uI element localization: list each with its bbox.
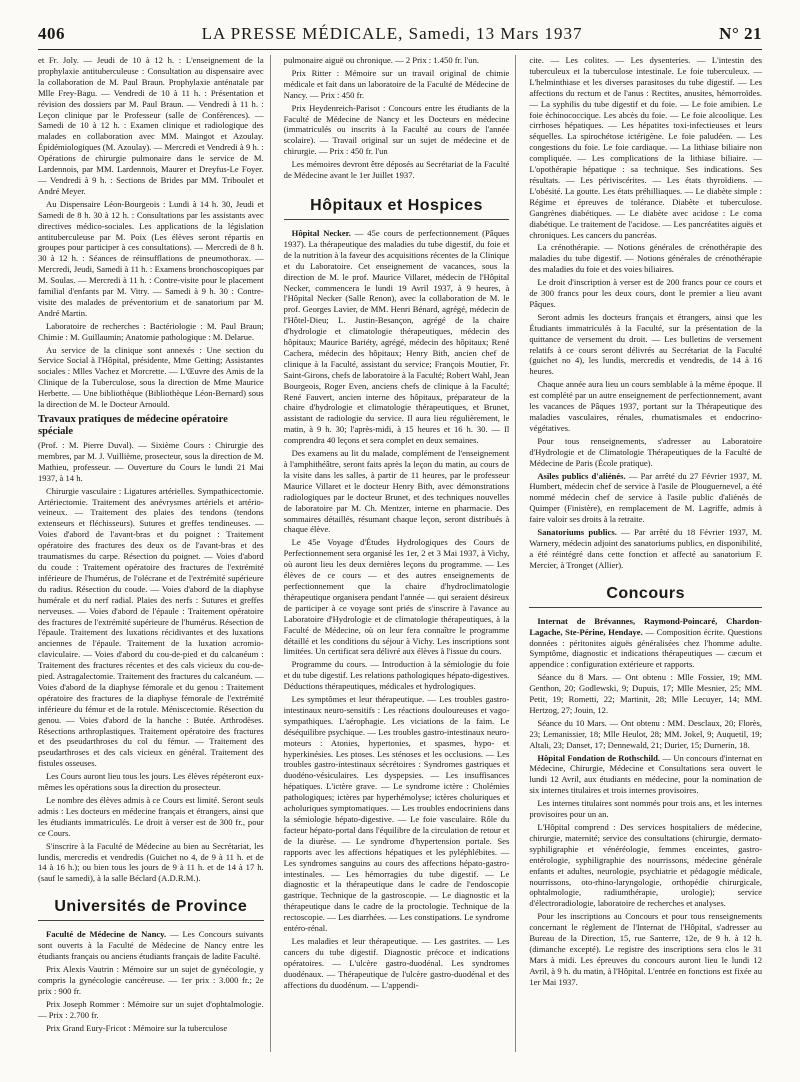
article-paragraph: Des examens au lit du malade, complément de l'enseignement à l'amphithéâtre, seront faits après la leçon du matin, au cours de la visite dans les salles, à partir de 11 heures, par le professeur Maurice Villaret et le docteur Henry Bith, avec démonstrations radiologiques par le docteur Brunet, et des techniques nouvelles de laboratoire par M. Ch. Mentzer, interne en pharmacie. Des sommaires détaillés, résumant chaque leçon, seront distribués à chaque élève. bbox=[283, 448, 510, 535]
article-paragraph: La crénothérapie. — Notions générales de crénothérapie des maladies du tube digestif. — Notions générales de crénothérapie des maladies du foie et des voies biliaires. bbox=[529, 242, 762, 275]
publication-title: LA PRESSE MÉDICALE, Samedi, 13 Mars 1937 bbox=[201, 24, 583, 43]
article-paragraph: Prix Grand Eury-Fricot : Mémoire sur la tuberculose bbox=[46, 1022, 228, 1033]
article-paragraph: cite. — Les colites. — Les dysenteries. — L'intestin des tuberculeux et la tuberculose intestinale. Le foie tuberculeux. — L'helminthiase et les diverses parasitoses du tube digestif. — Les affections du rectum et de l'anus : Rectites, anusites, hémorroïdes. — La syphilis du tube digestif et du foie. — Le foie amibien. Le foie échinococcique. Les abcès du foie. — Le foie alcoolique. Les cirrhoses hépatiques. — Les hépatites toxi-infectieuses et leurs séquelles. La spirochétose ictérigène. Le foie paludéen. — Les congestions du foie. Le foie cardiaque. — La lithiase biliaire non compliquée. — Les complications de la lithiase biliaire. — L'opothérapie hépatique : sa technique. Ses indications. Ses résultats. — Les périviscérites. — Les états thyroïdiens. — L'obésité. La goutte. Les états préhilliaques. — Le diabète simple : Régime et épreuves de tolérance. Diabète et tuberculose. Gangrènes diabétiques. — Le diabète avec acidose : Le coma diabétique. Le traitement de l'acidose. — Les pancréatites aiguës et chroniques. Les cancers du pancréas. bbox=[529, 55, 762, 240]
hopitaux-heading: Hôpitaux et Hospices bbox=[284, 197, 510, 220]
article-paragraph: Pour les inscriptions au Concours et pour tous renseignements concernant le règlement de l'Internat de l'Hôpital, s'adresser au Bureau de la Direction, 15, rue Santerre, 12e, de 9 h. à 12 h. (dimanche excepté). Le registre des inscriptions sera clos le 31 Mars à midi. Les épreuves du concours auront lieu le lundi 12 Avril, à 9 h. du matin, à l'Hôpital. L'entrée en fonctions est fixée au 1er Mai 1937. bbox=[529, 911, 762, 987]
sanatoriums-text: — Par arrêté du 18 Février 1937, M. Warnery, médecin adjoint des sanatoriums publics, en disponibilité, a été réintégré dans cette fonction et affecté au sanatorium F. Mercier, à Tronget (Allier). bbox=[529, 527, 762, 570]
article-paragraph: Prix Heydenreich-Parisot : Concours entre les étudiants de la Faculté de Médecine de Nancy et les Docteurs en médecine (immatriculés ou inscrits à la Faculté au cours de l'année scolaire). — Travail original sur un sujet de médecine et de chirurgie. — Prix : 450 fr. l'un bbox=[283, 102, 510, 157]
article-paragraph: L'Hôpital comprend : Des services hospitaliers de médecine, chirurgie, maternité; service des consultations (chirurgie, dermato-syphiligraphie et vénéréologie, femmes enceintes, gastro-entérologie, syphiligraphie des nourrissons, médecine générale enfants et adultes, neurologie, psychiatrie et pédagogie médicale, nourrissons, oto-rhino-laryngologie, orthopédie chirurgicale, ophtalmologie, radiumthérapie, urologie); service d'électroradiologie, laboratoire de recherches et analyses. bbox=[529, 822, 762, 909]
asiles-title: Asiles publics d'aliénés. bbox=[537, 470, 626, 481]
page-header bbox=[38, 24, 762, 50]
asiles-text: — Par arrêté du 27 Février 1937, M. Humbert, médecin chef de service à l'asile de Plouguernevel, a été nommé médecin chef de service à l'asile public d'aliénés de Quimper (Finistère), en remplacement de M. Lagriffe, admis à faire valoir ses droits à la retraite. bbox=[529, 470, 762, 525]
rothschild-title: Hôpital Fondation de Rothschild. bbox=[537, 752, 661, 763]
nancy-title: Faculté de Médecine de Nancy. bbox=[46, 929, 167, 940]
nancy-text: — Les Concours suivants sont ouverts à la Faculté de Médecine de Nancy entre les étudiants français ou anciens étudiants français de ladite Faculté. bbox=[38, 929, 264, 962]
column-2 bbox=[284, 55, 517, 1052]
article-paragraph: Le nombre des élèves admis à ce Cours est limité. Seront seuls admis : Les docteurs en médecine français et étrangers, ainsi que les étudiants immatriculés. Le droit à verser est de 300 fr., pour ce Cours. bbox=[38, 795, 264, 838]
necker-text: — 45e cours de perfectionnement (Pâques 1937). La thérapeutique des maladies du tube digestif, du foie et de la nutrition à la faveur des acquisitions récentes de la Clinique et du Laboratoire. Cet enseignement de vacances, sous la direction de M. le prof. Maurice Villaret, médecin de l'Hôpital Necker, commencera le lundi 19 Avril 1937, à 9 heures, à l'Hôpital Necker (Salle Renon), avec la collaboration de M. le prof. Georges Lavier, de MM. Henri Bénard, agrégé, médecin de l'Hôtel-Dieu; L. Justin-Besançon, agrégé de la chaire d'hydrologie et climatologie thérapeutiques, médecin des hôpitaux; Maurice Bariéty, agrégé, médecin des hôpitaux; René Cachera, médecin des hôpitaux; Henry Bith, ancien chef de clinique à la Faculté, assistant du service; François Moutier, Fr. Saint-Girons, chefs de laboratoire à la Faculté; Robert Wahl, Jean Bourgeois, Roger Even, anciens chefs de clinique à la Faculté; René Fauvert, ancien interne des hôpitaux, préparateur de la chaire d'hydrologie et climatologie thérapeutiques, et Brunet, assistant de radiologie du service. Il aura lieu régulièrement, le matin, à 9 h. 30; l'après-midi, à 15 heures et 16 h. 30. — Il comprendra 40 leçons et sera complet en deux semaines. bbox=[283, 227, 510, 446]
travaux-pratiques-title: Travaux pratiques de médecine opératoire spéciale bbox=[38, 414, 228, 437]
article-paragraph: et Fr. Joly. — Jeudi de 10 à 12 h. : L'enseignement de la prophylaxie antituberculeuse : Consultation au dispensaire avec la collaboration de M. Paul Braun. Prophylaxie anténatale par Mlle Frey-Bagu. — Vendredi de 10 à 11 h. : Présentation et révision des dossiers par M. Paul Braun. — Vendredi à 11 h. : Leçon clinique par le Professeur (salle de Conférences). — Samedi de 10 à 12 h. : Examen clinique et radiologique des malades en collaboration avec MM. Maingot et Azoulay. Épidémiologiques (M. Azoulay). — Mercredi et Vendredi à 9 h. : Opérations de chirurgie pulmonaire dans le service de M. Lardennois, par MM. Lardennois, Maurer et Dreyfus-Le Foyer. — Vendredi à 9 h. : Sections de Brides par MM. Triboulet et André Meyer. bbox=[38, 55, 264, 196]
article-paragraph: Les internes titulaires sont nommés pour trois ans, et les internes provisoires pour un an. bbox=[529, 798, 762, 820]
article-paragraph: Prix Ritter : Mémoire sur un travail original de chimie médicale et fait dans un laboratoire de la Faculté de Médecine de Nancy. — Prix : 450 fr. bbox=[283, 67, 510, 100]
article-paragraph: Au Dispensaire Léon-Bourgeois : Lundi à 14 h. 30, Jeudi et Samedi de 8 h. 30 à 12 h. : Consultations par les assistants avec directives médico-sociales. Les applications de la législation antituberculeuse par M. Poix (Les élèves seront répartis en groupes pour participer à ces consultations). — Mercredi de 8 h. 30 à 12 h. : Séances de réinsufflations de pneumothorax. — Mercredi, Jeudi, Samedi à 11 h. : Examens bronchoscopiques par M. Soulas. — Mercredi à 11 h. : Contre-visite pour le placement familial d'enfants par M. Vitry. — Samedi à 9 h. 30 : Contre-visite des malades de préventorium et de sanatorium par M. André Martin. bbox=[38, 198, 264, 318]
internat-title: Internat de Brévannes, Raymond-Poincaré, Chardon-Lagache, Ste-Périne, Hendaye. bbox=[529, 615, 762, 637]
internat-text: — Composition écrite. Questions données : péritonites aiguës généralisées chez l'homme adulte. Symptôme, diagnostic et indications thérapeutiques — cæcum et appendice : configuration extérieure et rapports. bbox=[529, 626, 762, 670]
column-3 bbox=[529, 55, 762, 1052]
article-paragraph: Prix Alexis Vautrin : Mémoire sur un sujet de gynécologie, y compris la gynécologie cancéreuse. — 1er prix : 3.000 fr.; 2e prix : 900 fr. bbox=[38, 963, 264, 996]
article-paragraph: Les Cours auront lieu tous les jours. Les élèves répéteront eux-mêmes les opérations sous la direction du prosecteur. bbox=[38, 771, 264, 793]
article-paragraph: Programme du cours. — Introduction à la sémiologie du foie et du tube digestif. Les relations pathologiques hépato-digestives. Déductions thérapeutiques, médicales et hydrologiques. bbox=[283, 659, 510, 692]
universites-heading: Universités de Province bbox=[38, 898, 264, 921]
article-paragraph: Séance du 10 Mars. — Ont obtenu : MM. Desclaux, 20; Florès, 23; Lemanissier, 18; Mlle Heulot, 28; MM. Jokel, 9; Auquetil, 19; Altali, 23; Danset, 17; Dennewald, 21; Durier, 15; Durnerin, 18. bbox=[529, 717, 762, 750]
article-paragraph: (Prof. : M. Pierre Duval). — Sixième Cours : Chirurgie des membres, par M. J. Vuillième, prosecteur, sous la direction de M. Mathieu, professeur. — Ouverture du Cours le lundi 21 Mai 1937, à 14 h. bbox=[38, 440, 264, 483]
article-paragraph: Pour tous renseignements, s'adresser au Laboratoire d'Hydrologie et de Climatologie Thérapeutiques de la Faculté de Médecine de Paris (École pratique). bbox=[529, 435, 762, 468]
article-paragraph: Chirurgie vasculaire : Ligatures artérielles. Sympathicectomie. Artériectomie. Traitement des anévrysmes artériels et artério-veineux. — Traitement des plaies des tendons (tendons extenseurs et fléchisseurs). Sutures et greffes tendineuses. — Voies d'abord de l'avant-bras et du poignet : Traitement opératoire des fractures des deux os de l'avant-bras et des traumatismes du carpe. Résection du poignet. — Voies d'abord du coude : Traitement opératoire des fractures de l'extrémité inférieure de l'humérus, de l'olécrane et de l'extrémité supérieure du radius. Résection du coude. — Voies d'abord de la diaphyse humérale et du nerf radial. Plaies des nerfs : Sutures et greffes nerveuses. — Voies d'abord de l'épaule : Traitement opératoire des fractures de l'extrémité supérieure de l'humérus. Résection de l'épaule. Traitement des luxations récidivantes et des luxations anciennes de l'épaule. Traitement de la luxation acromio-claviculaire. — Voies d'abord du cou-de-pied et du calcanéum : Traitement des fractures récentes et des cals vicieux du cou-de-pied. Astragalectomie. Traitement des fractures du calcanéum. — Voies d'abord de la diaphyse fémorale et du genou : Traitement opératoire des fractures de la diaphyse fémorale de l'extrémité inférieure du fémur et de la rotule. Méniscectomie. Résection du genou. — Voies d'abord de la hanche : Butée. Arthrodèses. Résections arthroplastiques. Traitement opératoire des fractures et des pseudarthroses du col du fémur. — Traitement des pseudarthroses et des cals vicieux en général. Traitement des fistules osseuses. bbox=[38, 485, 264, 769]
article-paragraph: Le 45e Voyage d'Études Hydrologiques des Cours de Perfectionnement sera organisé les 1er, 2 et 3 Mai 1937, à Vichy, où auront lieu les deux dernières leçons du programme. — Les élèves de ce cours — et des autres enseignements de perfectionnement que la chaire d'hydroclimatologie thérapeutique organisera pendant l'année — qui seraient désireux de participer à ce voyage sont priés de s'inscrire à l'avance au Laboratoire d'Hydrologie et de climatologie thérapeutiques, à la Faculté de Médecine, où on leur fera connaître le programme détaillé et les conditions du séjour à Vichy. Les inscriptions sont limitées. Un certificat sera délivré aux élèves à l'issue du cours. bbox=[283, 537, 510, 657]
column-1 bbox=[38, 55, 271, 1052]
rothschild-text: — Un concours d'internat en Médecine, Chirurgie, Médecine et Consultations sera ouvert le lundi 12 Avril, aux étudiants en médecine, pour la nomination de six internes titulaires et trois internes provisoires. bbox=[529, 752, 762, 796]
article-paragraph: Prix Joseph Rommer : Mémoire sur un sujet d'ophtalmologie. — Prix : 2.700 fr. bbox=[38, 998, 264, 1020]
article-paragraph: Les maladies et leur thérapeutique. — Les gastrites. — Les cancers du tube digestif. Diagnostic précoce et indications opératoires. — L'ulcère gastro-duodénal. Les syndromes duodénaux. — Thérapeutique de l'ulcère gastro-duodénal et des affections du duodénum. — L'appendi- bbox=[283, 935, 510, 990]
article-paragraph: S'inscrire à la Faculté de Médecine au bien au Secrétariat, les lundis, mercredis et vendredis (Guichet no 4, de 9 à 11 h. et de 14 à 16 h.); ou bien tous les jours de 9 à 11 h. et de 14 à 17 h. (sauf le samedi), à la salle Béclard (A.D.R.M.). bbox=[38, 840, 264, 884]
article-paragraph: Le droit d'inscription à verser est de 200 francs pour ce cours et de 300 francs pour les deux cours, dont le premier a lieu avant Pâques. bbox=[529, 277, 762, 309]
article-paragraph: Laboratoire de recherches : Bactériologie : M. Paul Braun; Chimie : M. Guillaumin; Anatomie pathologique : M. Delarue. bbox=[38, 320, 264, 342]
article-paragraph: Les mémoires devront être déposés au Secrétariat de la Faculté de Médecine avant le 1er Juillet 1937. bbox=[283, 159, 510, 181]
article-paragraph: pulmonaire aiguë ou chronique. — 2 Prix : 1.450 fr. l'un. bbox=[283, 55, 480, 65]
sanatoriums-title: Sanatoriums publics. bbox=[537, 527, 617, 538]
necker-title: Hôpital Necker. bbox=[291, 227, 351, 238]
page-number: 406 bbox=[38, 24, 65, 43]
article-paragraph: Au service de la clinique sont annexés : Une section du Service Social à l'Hôpital, présidente, Mme Getting; Assistantes sociales : Mlles Vachez et Morcrette. — L'Œuvre des Amis de la Clinique de la Tuberculose, sous la direction de Mme Maurice Herbette. — Une bibliothèque (Bibliothèque Léon-Bernard) sous la direction de M. le Docteur Arnould. bbox=[38, 344, 264, 410]
article-paragraph: Seront admis les docteurs français et étrangers, ainsi que les Étudiants immatriculés à la Faculté, sur la présentation de la quittance de versement du droit. — Les bulletins de versement relatifs à ce cours seront délivrés au Secrétariat de la Faculté (guichet no 4), les lundis, mercredis et vendredis, de 14 à 16 heures. bbox=[529, 311, 762, 377]
article-paragraph: Les symptômes et leur thérapeutique. — Les troubles gastro-intestinaux neuro-sensitifs : Les réactions douloureuses et vago-sympathiques. L'aérophagie. Les viciations de la faim. Le déséquilibre psychique. — Les troubles gastro-intestinaux neuro-moteurs : Atonies, hypertonies, et spasmes, hypo- et hyperkinésies. Les ptoses. Les sténoses et les occlusions. — Les troubles gastro-intestinaux sécrétoires : Syndromes gastriques et duodéno-vésiculaires. Les dyspepsies. — Les insuffisances hépatiques. L'ictère grave. — Le syndrome ictère : Cholémies pathologiques; ictères par hyperhémolyse; ictères choluriques et acholuriques symptomatiques. — Les troubles endocriniens dans la sémiologie hépato-digestive. — Le foie vasculaire. Rôle du facteur hépato-portal dans l'équilibre de la circulation de retour et de la diurèse. — Le syndrome d'hypertension portale. Ses rapports avec les affections hépatiques et les pyléphlébites. — Les syndromes sanguins au cours des affections hépato-gastro-intestinales. — Les hémorragies du tube digestif. — Le diagnostic et la thérapeutique dans le cadre de l'endoscopie gastrique. Technique de la gastroscopie. — Le diagnostic et la thérapeutique dans le cadre de la proctologie. Technique de la rectoscopie. — Les diarrhées. — Les constipations. Le syndrome entéro-rénal. bbox=[283, 694, 510, 934]
concours-heading: Concours bbox=[529, 585, 762, 608]
issue-number: N° 21 bbox=[719, 24, 762, 43]
article-paragraph: Chaque année aura lieu un cours semblable à la même époque. Il est complété par un autre enseignement de perfectionnement, avant les vacances de Pâques 1937, portant sur la Thérapeutique des maladies vasculaires, rénales, rhumatismales et endocrino-végétatives. bbox=[529, 379, 762, 433]
article-paragraph: Séance du 8 Mars. — Ont obtenu : Mlle Fossier, 19; MM. Genthon, 20; Godlewski, 9; Dupuis, 17; Mlle Mesnier, 25; MM. Petit, 19; Rometti, 22; Martinit, 28; Mlle Lecuyer, 14; MM. Hertzog, 27; Jouin, 12. bbox=[529, 672, 762, 715]
